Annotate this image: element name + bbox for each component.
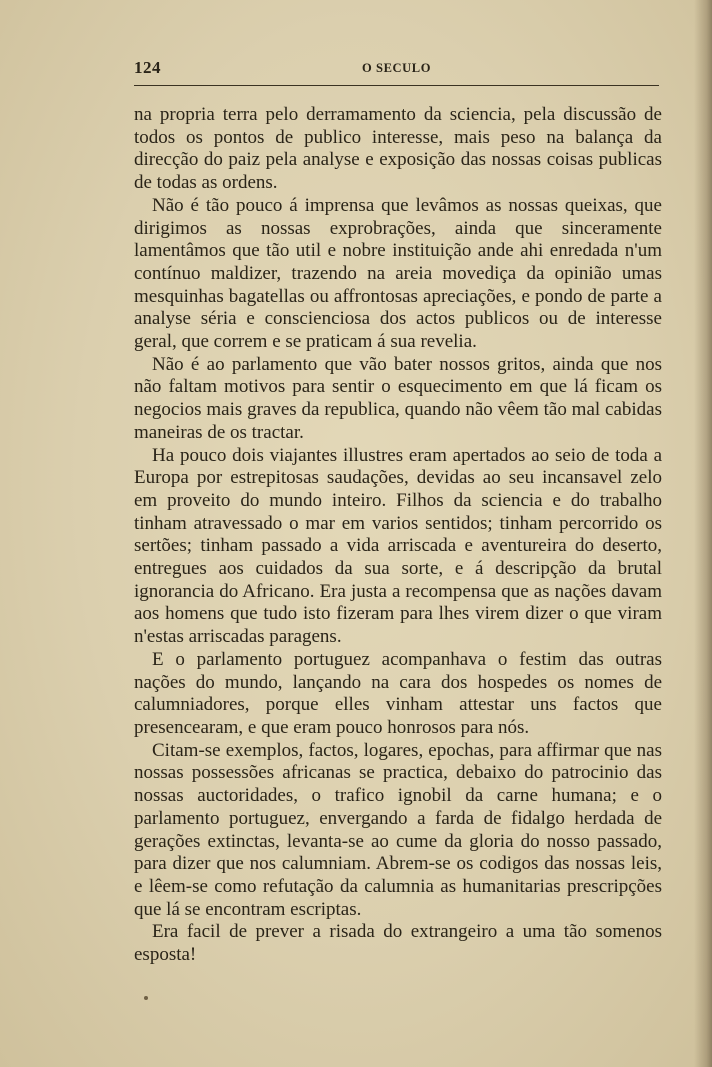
running-head [134, 58, 659, 80]
body-text [134, 104, 662, 967]
paragraph: Era facil de prever a risada do extrangeiro a uma tão somenos esposta! [134, 921, 662, 966]
paragraph: na propria terra pelo derramamento da sciencia, pela discussão de todos os pontos de publico interesse, mais peso na balança da direcção do paiz pela analyse e exposição das nossas coisas publicas de todas as ordens. [134, 104, 662, 194]
paragraph: Citam-se exemplos, factos, logares, epochas, para affirmar que nas nossas possessões africanas se practica, debaixo do patrocinio das nossas auctoridades, o trafico ignobil da carne humana; e o parlamento portuguez, envergando a farda de fidalgo herdada de gerações extinctas, levanta-se ao cume da gloria do nosso passado, para dizer que nos calumniam. Abrem-se os codigos das nossas leis, e lêem-se como refutação da calumnia as humanitarias prescripções que lá se encontram escriptas. [134, 739, 662, 920]
paragraph: Não é ao parlamento que vão bater nossos gritos, ainda que nos não faltam motivos para sentir o esquecimento em que lá ficam os negocios mais graves da republica, quando não vêem tão mal cabidas maneiras de os tractar. [134, 353, 662, 443]
paragraph: E o parlamento portuguez acompanhava o festim das outras nações do mundo, lançando na cara dos hospedes os nomes de calumniadores, porque elles vinham attestar uns factos que presencearam, e que eram pouco honrosos para nós. [134, 648, 662, 738]
paper-speck [144, 996, 148, 1000]
journal-title: O SECULO [362, 61, 432, 75]
header-rule [134, 85, 659, 86]
paragraph: Ha pouco dois viajantes illustres eram apertados ao seio de toda a Europa por estrepitosas saudações, devidas ao seu incansavel zelo em proveito do mundo inteiro. Filhos da sciencia e do trabalho tinham atravessado o mar em varios sentidos; tinham percorrido os sertões; tinham passado a vida arriscada e aventureira do deserto, entregues aos cuidados da sua sorte, e á descripção da brutal ignorancia do Africano. Era justa a recompensa que as nações davam aos homens que tudo isto fizeram para lhes virem dizer o que viram n'estas arriscadas paragens. [134, 444, 662, 648]
paragraph: Não é tão pouco á imprensa que levâmos as nossas queixas, que dirigimos as nossas exprobrações, ainda que sinceramente lamentâmos que tão util e nobre instituição ande ahi enredada n'um contínuo maldizer, trazendo na areia movediça da opinião umas mesquinhas bagatellas ou affrontosas apreciações, e pondo de parte a analyse séria e conscienciosa dos actos publicos ou de interesse geral, que correm e se praticam á sua revelia. [134, 194, 662, 353]
page-number: 124 [134, 58, 161, 77]
page-edge-shadow [694, 0, 712, 1067]
